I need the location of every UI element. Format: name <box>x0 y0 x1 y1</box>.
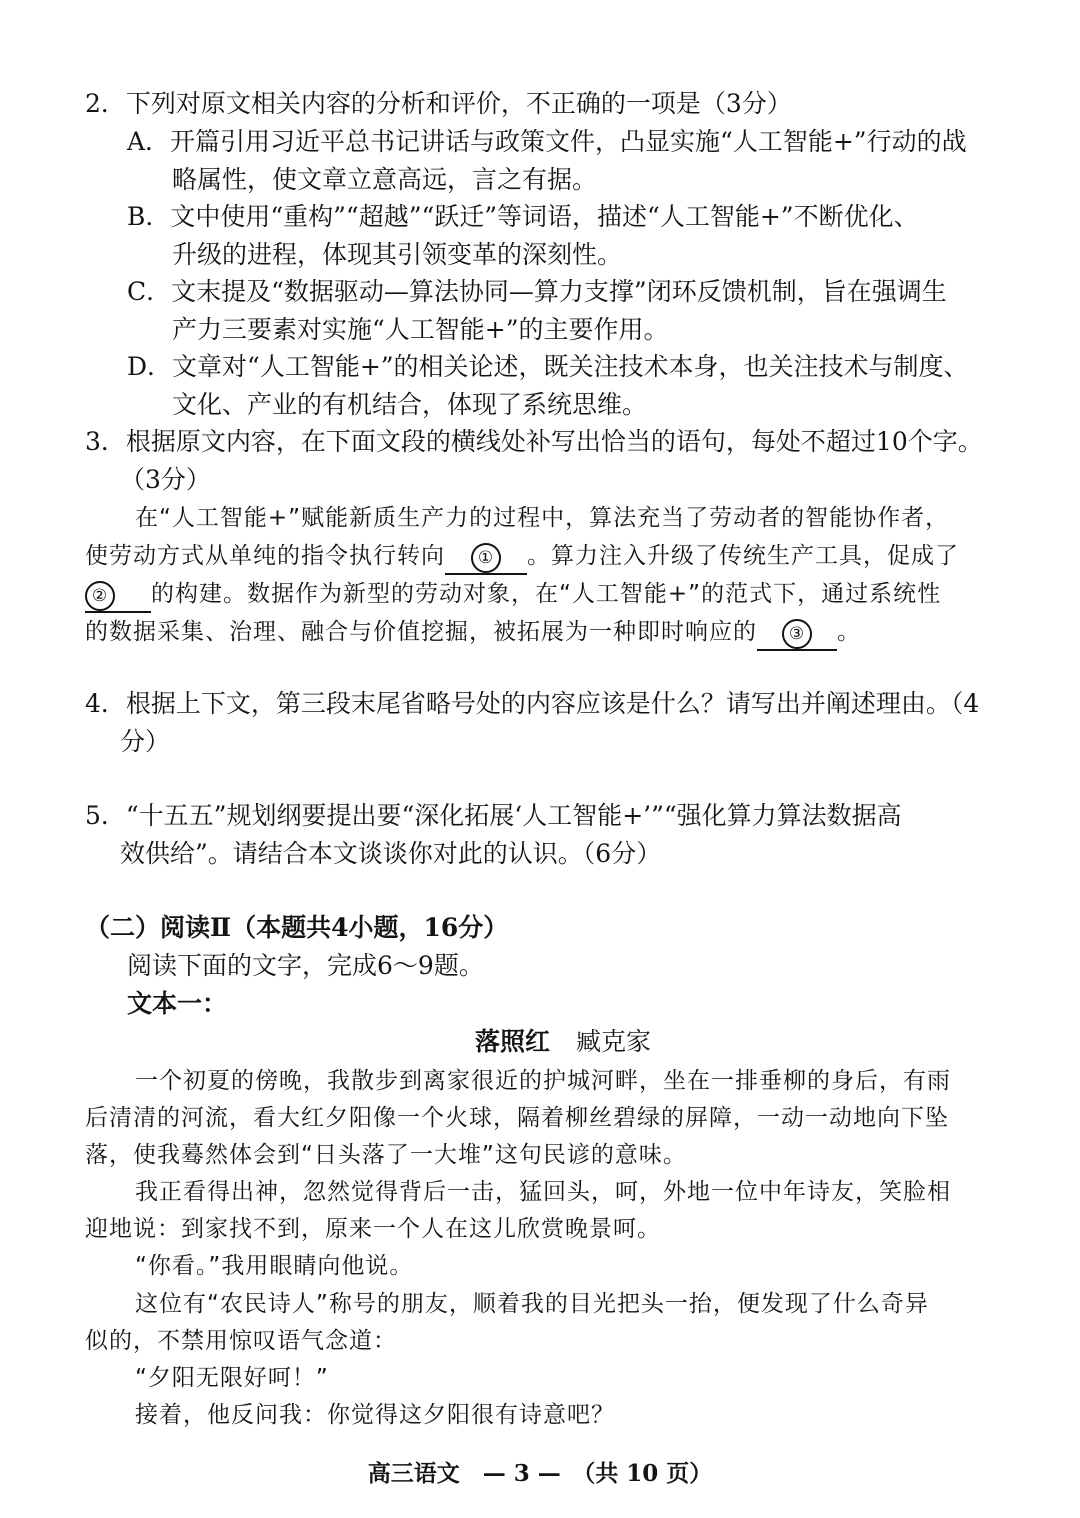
blank-3[interactable] <box>757 617 837 651</box>
q2-option-d-line1: D．文章对“人工智能+”的相关论述，既关注技术本身，也关注技术与制度、 <box>127 352 969 381</box>
story-line1: 一个初夏的傍晚，我散步到离家很近的护城河畔，坐在一排垂柳的身后，有雨 <box>135 1068 951 1094</box>
article-author: 臧克家 <box>576 1027 652 1056</box>
q2-option-b-line1: B．文中使用“重构”“超越”“跃迁”等词语，描述“人工智能+”不断优化、 <box>127 202 919 231</box>
q4-line1: 4．根据上下文，第三段末尾省略号处的内容应该是什么？请写出并阐述理由。（4 <box>85 689 980 718</box>
section2-instruction: 阅读下面的文字，完成6～9题。 <box>127 951 484 980</box>
story-line9: “夕阳无限好呵！” <box>135 1365 329 1391</box>
q3-passage-line4-end: 。 <box>837 619 861 645</box>
story-line5: 迎地说：到家找不到，原来一个人在这儿欣赏晚景呵。 <box>85 1216 661 1242</box>
q3-passage-line2-end: 。算力注入升级了传统生产工具，促成了 <box>527 543 959 569</box>
q2-option-a-line1: A．开篇引用习近平总书记讲话与政策文件，凸显实施“人工智能+”行动的战 <box>127 127 967 156</box>
q5-line1: 5．“十五五”规划纲要提出要“深化拓展‘人工智能+’”“强化算力算法数据高 <box>85 801 902 830</box>
q3-stem: 3．根据原文内容，在下面文段的横线处补写出恰当的语句，每处不超过10个字。 <box>85 427 983 456</box>
blank-1-number: ① <box>471 543 501 573</box>
q3-passage-line1: 在“人工智能+”赋能新质生产力的过程中，算法充当了劳动者的智能协作者， <box>135 505 950 531</box>
story-line4: 我正看得出神，忽然觉得背后一击，猛回头，呵，外地一位中年诗友，笑脸相 <box>135 1179 951 1205</box>
q2-option-c-line1: C．文末提及“数据驱动—算法协同—算力支撑”闭环反馈机制，旨在强调生 <box>127 277 947 306</box>
article-title: 落照红 <box>475 1027 551 1056</box>
story-line6: “你看。”我用眼睛向他说。 <box>135 1253 414 1279</box>
story-line8: 似的，不禁用惊叹语气念道： <box>85 1328 397 1354</box>
q3-passage-line2 <box>85 538 959 575</box>
q3-passage-line3-text: 的构建。数据作为新型的劳动对象，在“人工智能+”的范式下，通过系统性 <box>151 581 942 607</box>
story-line2: 后清清的河流，看大红夕阳像一个火球，隔着柳丝碧绿的屏障，一动一动地向下坠 <box>85 1105 949 1131</box>
q4-line2: 分） <box>120 727 171 756</box>
q3-passage-line4 <box>85 614 861 651</box>
story-line3: 落，使我蓦然体会到“日头落了一大堆”这句民谚的意味。 <box>85 1142 687 1168</box>
blank-2[interactable] <box>85 579 151 613</box>
q2-stem: 2．下列对原文相关内容的分析和评价，不正确的一项是（3分） <box>85 89 792 118</box>
section2-heading: （二）阅读Ⅱ（本题共4小题，16分） <box>85 913 509 942</box>
story-line7: 这位有“农民诗人”称号的朋友，顺着我的目光把头一抬，便发现了什么奇异 <box>135 1291 929 1317</box>
page-footer: 高三语文 — 3 — （共 10 页） <box>367 1460 713 1487</box>
blank-1[interactable] <box>445 541 527 575</box>
blank-3-number: ③ <box>782 619 812 649</box>
q3-score: （3分） <box>120 465 211 494</box>
q5-line2: 效供给”。请结合本文谈谈你对此的认识。（6分） <box>120 839 662 868</box>
q2-option-b-line2: 升级的进程，体现其引领变革的深刻性。 <box>172 240 623 269</box>
q3-passage-line4-start: 的数据采集、治理、融合与价值挖掘，被拓展为一种即时响应的 <box>85 619 757 645</box>
text-one-label: 文本一： <box>127 989 228 1018</box>
q3-passage-line3 <box>85 576 941 613</box>
story-line10: 接着，他反问我：你觉得这夕阳很有诗意吧？ <box>135 1402 615 1428</box>
blank-2-number: ② <box>85 581 115 611</box>
q2-option-c-line2: 产力三要素对实施“人工智能+”的主要作用。 <box>172 315 669 344</box>
q2-option-d-line2: 文化、产业的有机结合，体现了系统思维。 <box>172 390 648 419</box>
q3-passage-line2-start: 使劳动方式从单纯的指令执行转向 <box>85 543 445 569</box>
q2-option-a-line2: 略属性，使文章立意高远，言之有据。 <box>172 165 598 194</box>
article-title-line <box>475 1024 651 1060</box>
